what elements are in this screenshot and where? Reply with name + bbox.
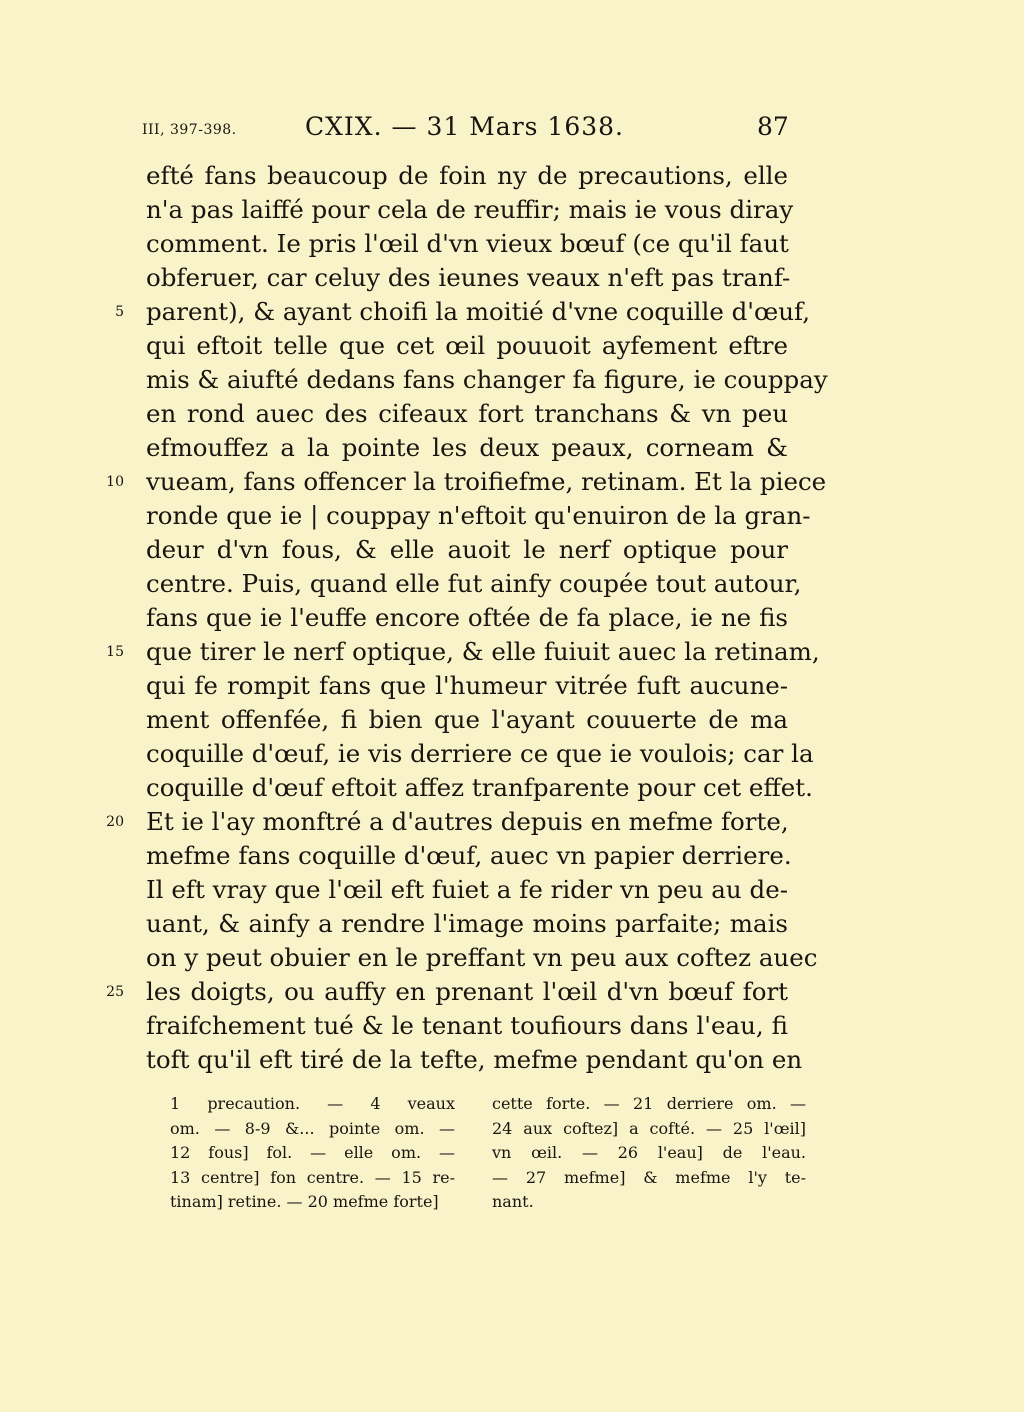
text-line [146, 771, 813, 805]
text-line [106, 975, 788, 1009]
text-line [146, 533, 788, 567]
text-line [146, 329, 788, 363]
text-line [146, 159, 788, 193]
line-text: qui eftoit telle que cet œil pouuoit ayfement eftre [146, 331, 788, 360]
footnote-line: 24 aux coftez] a cofté. — 25 l'œil] [492, 1118, 806, 1138]
line-text: fraifchement tué & le tenant toufiours dans l'eau, fi [146, 1011, 788, 1040]
text-line [146, 193, 794, 227]
line-text: efté fans beaucoup de foin ny de precautions, elle [146, 161, 788, 190]
text-line [146, 737, 814, 771]
line-text: mis & aiufté dedans fans changer fa figure, ie couppay [146, 365, 828, 394]
text-line [106, 465, 827, 499]
text-line [146, 1009, 788, 1043]
line-text: on y peut obuier en le preffant vn peu aux coftez auec [146, 943, 818, 972]
footnote-line: tinam] retine. — 20 mefme forte] [170, 1192, 439, 1211]
footnote-line: vn œil. — 26 l'eau] de l'eau. [492, 1143, 806, 1162]
text-line [146, 431, 788, 465]
line-text: obferuer, car celuy des ieunes veaux n'eft pas tranf- [146, 263, 791, 292]
text-line [146, 601, 788, 635]
footnote-line: cette forte. — 21 derriere om. — [492, 1094, 806, 1113]
line-text: centre. Puis, quand elle fut ainfy coupée tout autour, [146, 569, 802, 598]
line-text: les doigts, ou auffy en prenant l'œil d'vn bœuf fort [146, 977, 788, 1006]
footnote-line: 12 fous] fol. — elle om. — [170, 1143, 455, 1162]
text-line [146, 261, 791, 295]
line-text: n'a pas laiffé pour cela de reuffir; mais ie vous diray [146, 195, 794, 224]
line-text: Il eft vray que l'œil eft fuiet a fe rider vn peu au de- [146, 875, 788, 904]
footnote-line: nant. [492, 1192, 534, 1211]
line-text: qui fe rompit fans que l'humeur vitrée fuft aucune- [146, 671, 788, 700]
line-text: parent), & ayant choifi la moitié d'vne coquille d'œuf, [146, 297, 811, 326]
line-text: ronde que ie | couppay n'eftoit qu'enuiron de la gran- [146, 501, 811, 530]
text-line [146, 703, 788, 737]
line-text: que tirer le nerf optique, & elle fuiuit auec la retinam, [146, 637, 820, 666]
line-number: 25 [106, 984, 124, 1000]
line-text: mefme fans coquille d'œuf, auec vn papier derriere. [146, 841, 792, 870]
text-line [146, 873, 788, 907]
line-text: en rond auec des cifeaux fort tranchans & vn peu [146, 399, 788, 428]
text-line [146, 499, 811, 533]
text-line [146, 363, 828, 397]
line-text: vueam, fans offencer la troifiefme, retinam. Et la piece [146, 467, 827, 496]
footnotes-left-column [170, 1092, 455, 1215]
text-line [146, 1043, 803, 1077]
footnote-line: — 27 mefme] & mefme l'y te- [492, 1167, 806, 1187]
line-number: 5 [115, 304, 124, 320]
letter-title: CXIX. — 31 Mars 1638. [305, 112, 624, 141]
line-text: ment offenfée, fi bien que l'ayant couuerte de ma [146, 705, 788, 734]
line-text: comment. Ie pris l'œil d'vn vieux bœuf (ce qu'il faut [146, 229, 789, 258]
footnotes-right-column [492, 1092, 806, 1215]
main-text [106, 159, 828, 1077]
line-number: 10 [106, 474, 124, 490]
line-text: coquille d'œuf eftoit affez tranfparente pour cet effet. [146, 773, 813, 802]
text-line [106, 635, 820, 669]
text-line [146, 907, 788, 941]
page-number: 87 [757, 112, 789, 141]
text-line [146, 941, 818, 975]
line-text: Et ie l'ay monftré a d'autres depuis en mefme forte, [146, 807, 789, 836]
line-text: deur d'vn fous, & elle auoit le nerf optique pour [146, 535, 788, 564]
volume-reference: III, 397-398. [142, 122, 237, 138]
text-line [106, 805, 789, 839]
line-text: coquille d'œuf, ie vis derriere ce que ie voulois; car la [146, 739, 814, 768]
text-line [146, 567, 802, 601]
text-line [115, 295, 811, 329]
footnote-line: 13 centre] fon centre. — 15 re- [170, 1167, 455, 1187]
footnote-line: 1 precaution. — 4 veaux [170, 1094, 455, 1113]
text-line [146, 397, 788, 431]
line-text: toft qu'il eft tiré de la tefte, mefme pendant qu'on en [146, 1045, 803, 1074]
line-number: 15 [106, 644, 124, 660]
running-header [0, 112, 1024, 152]
text-line [146, 669, 788, 703]
line-text: fans que ie l'euffe encore oftée de fa place, ie ne fis [146, 603, 788, 632]
text-line [146, 227, 788, 261]
line-text: uant, & ainfy a rendre l'image moins parfaite; mais [146, 909, 788, 938]
text-line [146, 839, 792, 873]
line-text: efmouffez a la pointe les deux peaux, corneam & [146, 433, 788, 462]
footnote-line: om. — 8-9 &... pointe om. — [170, 1118, 455, 1138]
line-number: 20 [106, 814, 124, 830]
